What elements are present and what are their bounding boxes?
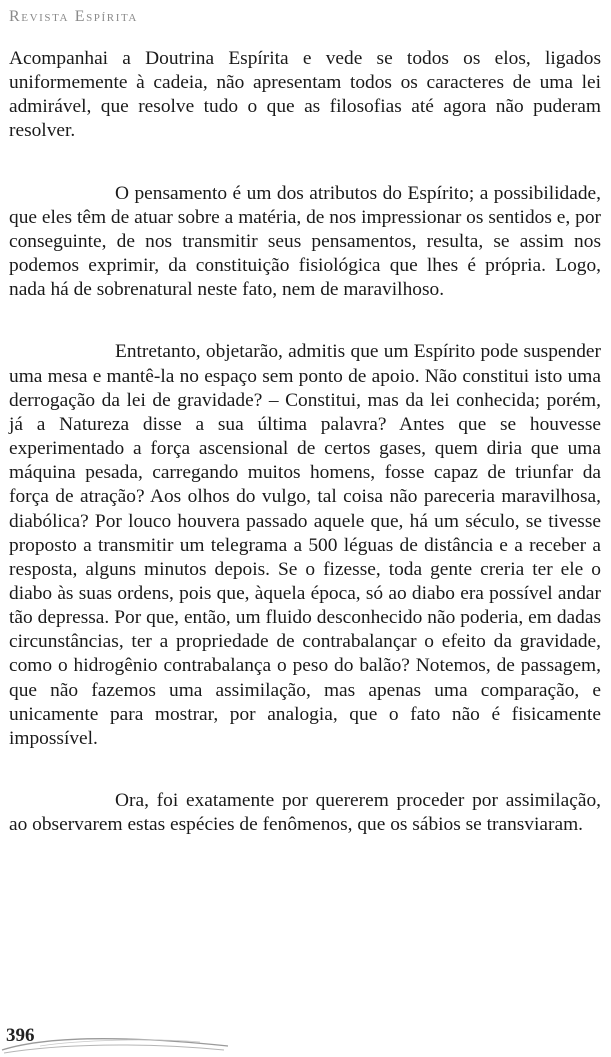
paragraph-1: Acompanhai a Doutrina Espírita e vede se todos os elos, ligados uniformemente à cadeia, não apresentam todos os caracteres de uma lei admirável, que resolve tudo o que as filosofias até agora não puderam resolver. — [9, 48, 601, 142]
running-header: Revista Espírita — [9, 8, 138, 25]
footer-swoosh-ornament — [0, 1020, 230, 1057]
page-body — [9, 47, 601, 837]
page-number: 396 — [6, 1025, 35, 1046]
paragraph-2: O pensamento é um dos atributos do Espírito; a possibilidade, que eles têm de atuar sobre a matéria, de nos impressionar os sentidos e, por conseguinte, de nos transmitir seus pensamentos, resulta, se assim nos podemos exprimir, da constituição fisiológica que lhes é própria. Logo, nada há de sobrenatural neste fato, nem de maravilhoso. — [9, 182, 601, 301]
paragraph-4: Ora, foi exatamente por quererem proceder por assimilação, ao observarem estas espécies de fenômenos, que os sábios se transviaram. — [9, 790, 601, 836]
paragraph-3: Entretanto, objetarão, admitis que um Espírito pode suspender uma mesa e mantê-la no espaço sem ponto de apoio. Não constitui isto uma derrogação da lei de gravidade? – Constitui, mas da lei conhecida; porém, já a Natureza disse a sua última palavra? Antes que se houvesse experimentado a força ascensional de certos gases, quem diria que uma máquina pesada, carregando muitos homens, fosse capaz de triunfar da força de atração? Aos olhos do vulgo, tal coisa não pareceria maravilhosa, diabólica? Por louco houvera passado aquele que, há um século, se tivesse proposto a transmitir um telegrama a 500 léguas de distância e a receber a resposta, alguns minutos depois. Se o fizesse, toda gente creria ter ele o diabo às suas ordens, pois que, àquela época, só ao diabo era possível andar tão depressa. Por que, então, um fluido desconhecido não poderia, em dadas circunstâncias, ter a propriedade de contrabalançar o efeito da gravidade, como o hidrogênio contrabalança o peso do balão? Notemos, de passagem, que não fazemos uma assimilação, mas apenas uma comparação, e unicamente para mostrar, por analogia, que o fato não é fisicamente impossível. — [9, 341, 601, 749]
